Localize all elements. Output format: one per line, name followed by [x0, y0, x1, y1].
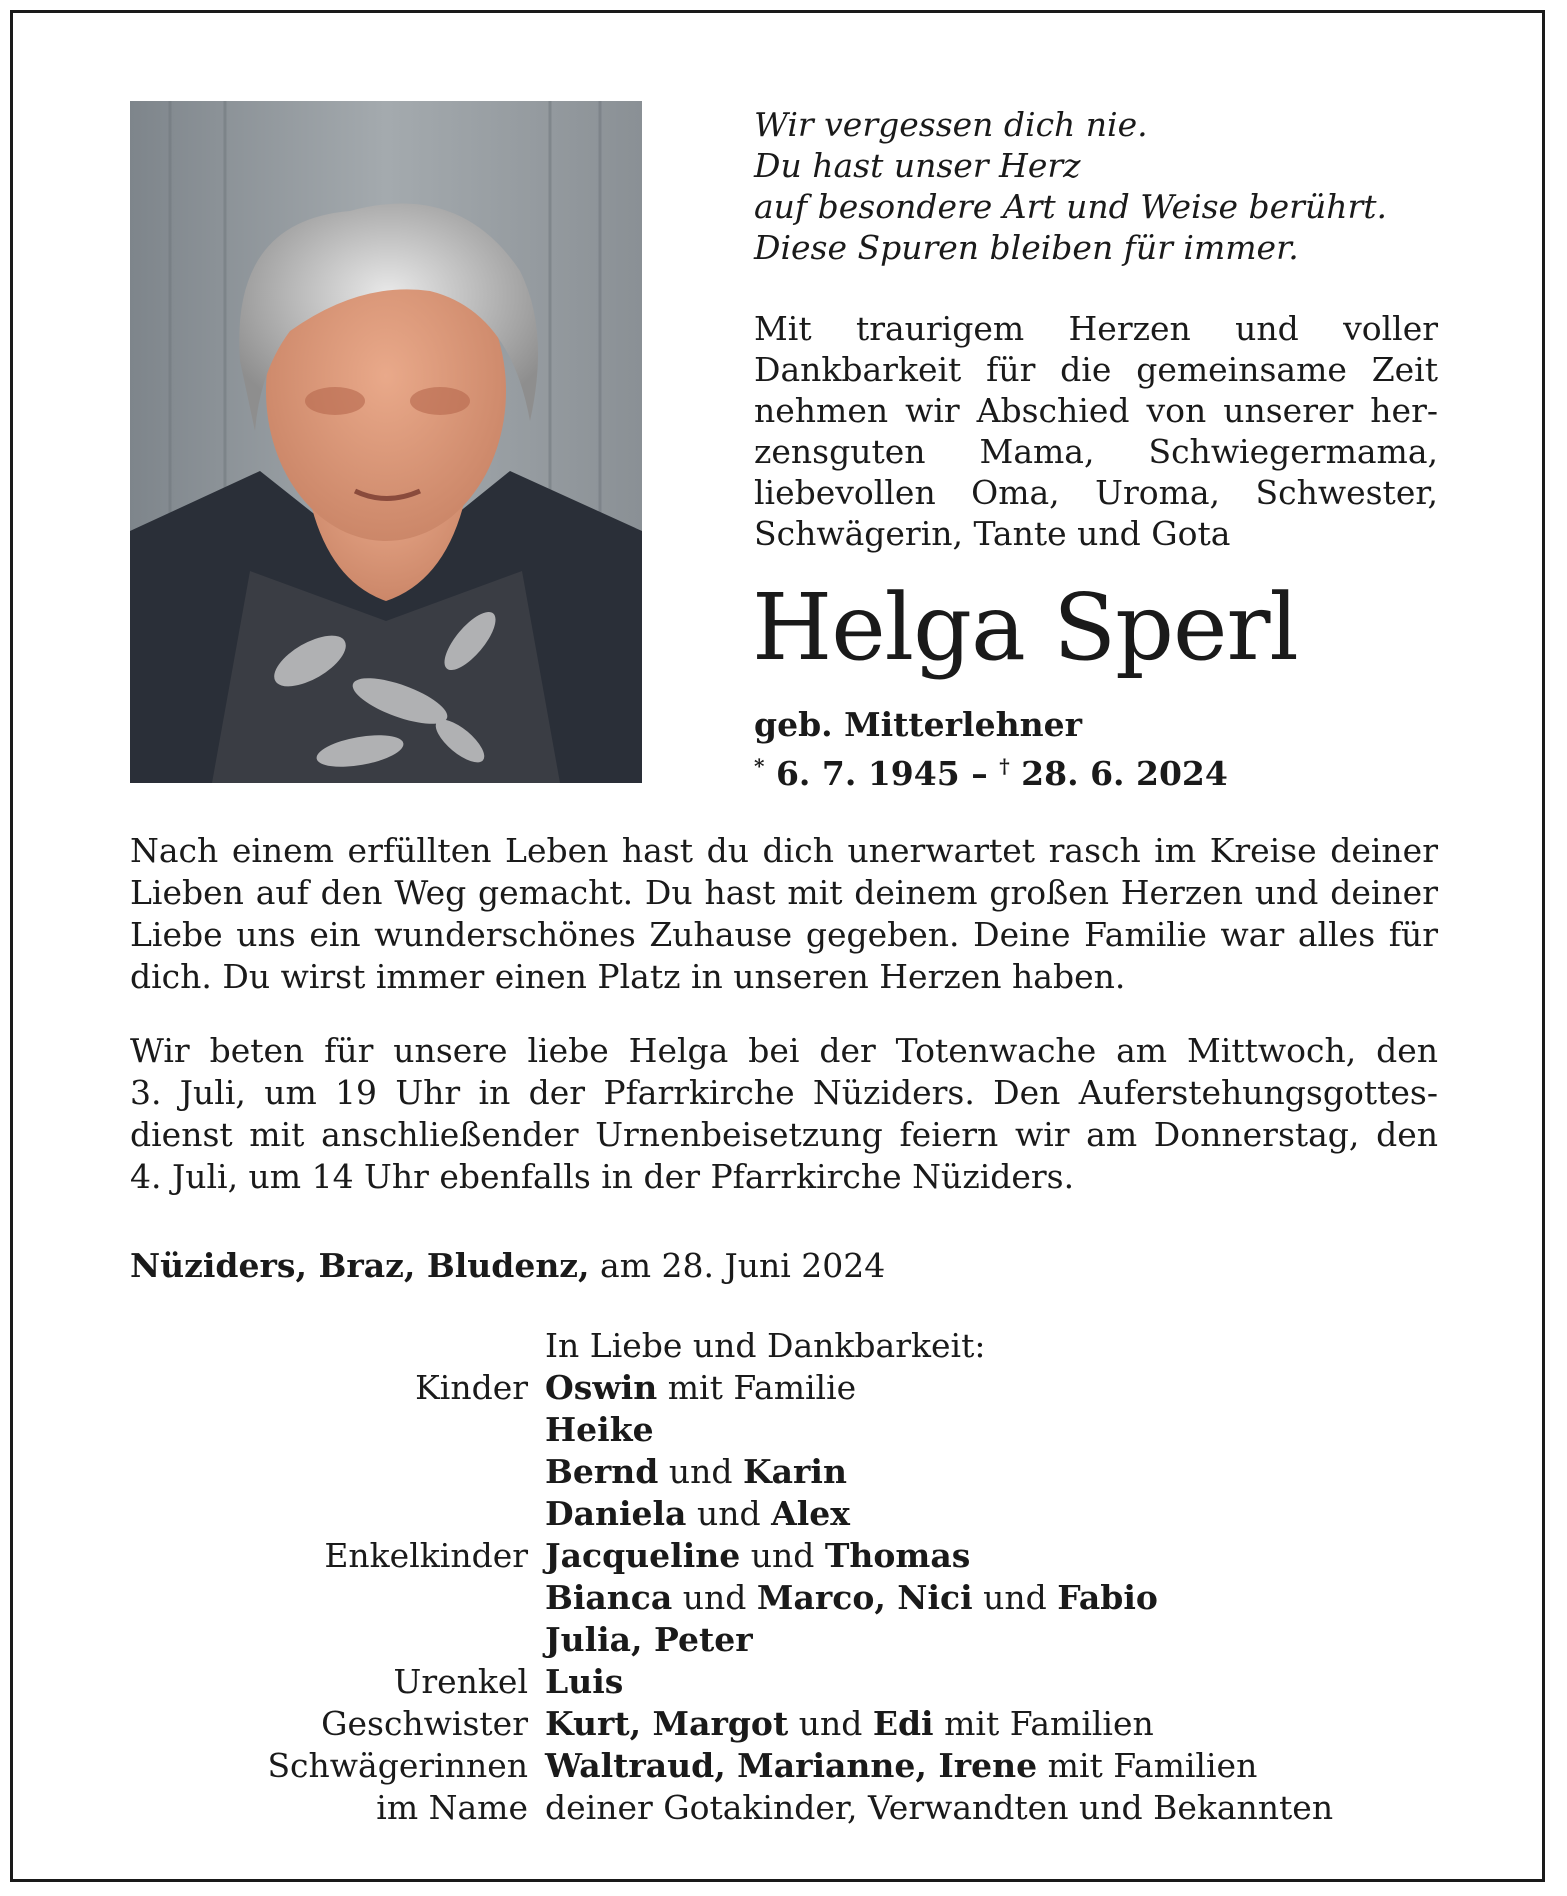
paragraph-line: Lieben auf den Weg gemacht. Du hast mit deinem großen Herzen und deiner [130, 873, 1438, 912]
mourner-row [130, 1619, 1333, 1661]
mourner-name: Daniela [545, 1494, 687, 1533]
birth-date: 6. 7. 1945 [775, 754, 960, 793]
mourner-name: Marco, Nici [756, 1578, 973, 1617]
mourner-row [130, 1787, 1333, 1829]
mourner-text: mit Familien [1047, 1746, 1258, 1785]
poem-line: Du hast unser Herz [754, 146, 1081, 185]
death-symbol: † [999, 754, 1010, 778]
row-label [130, 1493, 545, 1535]
row-label: im Name [376, 1788, 528, 1827]
mourner-name: Jacqueline [545, 1536, 741, 1575]
mourner-name: Fabio [1057, 1578, 1158, 1617]
mourner-name: Julia, Peter [545, 1620, 753, 1659]
intro-line: zensguten Mama, Schwiegermama, [754, 432, 1438, 471]
place-date [130, 1245, 885, 1287]
mourners-list [130, 1325, 1333, 1829]
mourner-row [130, 1745, 1333, 1787]
mourner-text: und [798, 1704, 863, 1743]
mourner-row [130, 1409, 1333, 1451]
intro-line: Dankbarkeit für die gemeinsame Zeit [754, 350, 1438, 389]
row-label [130, 1325, 545, 1367]
mourner-text: und [682, 1578, 747, 1617]
row-label: Urenkel [393, 1662, 528, 1701]
mourner-name: Edi [872, 1704, 934, 1743]
mourner-row [130, 1367, 1333, 1409]
mourner-text: und [668, 1452, 733, 1491]
mourner-name: Heike [545, 1410, 654, 1449]
death-date: 28. 6. 2024 [1021, 754, 1228, 793]
paragraph-life [130, 830, 1438, 998]
row-label: Kinder [415, 1368, 528, 1407]
mourner-row [130, 1661, 1333, 1703]
mourner-name: Kurt, Margot [545, 1704, 789, 1743]
portrait-photo [130, 101, 642, 783]
row-label [130, 1619, 545, 1661]
mourner-name: Bernd [545, 1452, 659, 1491]
life-dates [754, 746, 1228, 794]
paragraph-line: dienst mit anschließender Urnenbeisetzung feiern wir am Donnerstag, den [130, 1115, 1438, 1154]
mourner-name: Waltraud, Marianne, Irene [545, 1746, 1038, 1785]
mourner-name: Bianca [545, 1578, 673, 1617]
maiden-name: geb. Mitterlehner [754, 705, 1082, 744]
paragraph-line: 4. Juli, um 14 Uhr ebenfalls in der Pfarrkirche Nüziders. [130, 1157, 1075, 1196]
mourner-name: Oswin [545, 1368, 658, 1407]
mourner-name: Alex [771, 1494, 850, 1533]
intro-line: Mit traurigem Herzen und voller [754, 309, 1438, 348]
mourner-text: mit Familien [944, 1704, 1154, 1743]
poem-line: auf besondere Art und Weise berührt. [754, 187, 1387, 226]
intro-line: Schwägerin, Tante und Gota [754, 514, 1231, 553]
place-date-text: am 28. Juni 2024 [600, 1246, 886, 1285]
mourner-text: und [750, 1536, 815, 1575]
mourner-row [130, 1493, 1333, 1535]
poem-line: Diese Spuren bleiben für immer. [754, 228, 1299, 267]
mourner-text: und [696, 1494, 761, 1533]
date-dash: – [971, 754, 988, 793]
mourner-row [130, 1535, 1333, 1577]
poem-line: Wir vergessen dich nie. [754, 105, 1148, 144]
paragraph-line: 3. Juli, um 19 Uhr in der Pfarrkirche Nüziders. Den Auferstehungsgottes- [130, 1073, 1438, 1112]
deceased-name: Helga Sperl [752, 574, 1298, 681]
paragraph-line: Nach einem erfüllten Leben hast du dich unerwartet rasch im Kreise deiner [130, 831, 1438, 870]
intro-text [754, 308, 1438, 554]
mourner-text: deiner Gotakinder, Verwandten und Bekannten [545, 1788, 1334, 1827]
row-label [130, 1577, 545, 1619]
row-label [130, 1409, 545, 1451]
paragraph-service [130, 1030, 1438, 1198]
birth-symbol: * [754, 754, 765, 778]
paragraph-line: Liebe uns ein wunderschönes Zuhause gegeben. Deine Familie war alles für [130, 915, 1438, 954]
mourner-text: mit Familie [667, 1368, 857, 1407]
row-label [130, 1451, 545, 1493]
mourner-row [130, 1451, 1333, 1493]
paragraph-line: dich. Du wirst immer einen Platz in unseren Herzen haben. [130, 957, 1126, 996]
mourner-row [130, 1577, 1333, 1619]
intro-line: liebevollen Oma, Uroma, Schwester, [754, 473, 1438, 512]
mourners-heading-row [130, 1325, 1333, 1367]
row-label: Schwägerinnen [267, 1746, 528, 1785]
mourner-name: Luis [545, 1662, 624, 1701]
poem [754, 104, 1454, 268]
mourners-heading: In Liebe und Dankbarkeit: [545, 1326, 986, 1365]
intro-line: nehmen wir Abschied von unserer her- [754, 391, 1438, 430]
mourner-row [130, 1703, 1333, 1745]
mourner-name: Thomas [824, 1536, 971, 1575]
place-locations: Nüziders, Braz, Bludenz, [130, 1246, 590, 1285]
row-label: Geschwister [321, 1704, 528, 1743]
mourner-text: und [983, 1578, 1047, 1617]
mourner-name: Karin [742, 1452, 847, 1491]
paragraph-line: Wir beten für unsere liebe Helga bei der Totenwache am Mittwoch, den [130, 1031, 1438, 1070]
row-label: Enkelkinder [324, 1536, 528, 1575]
